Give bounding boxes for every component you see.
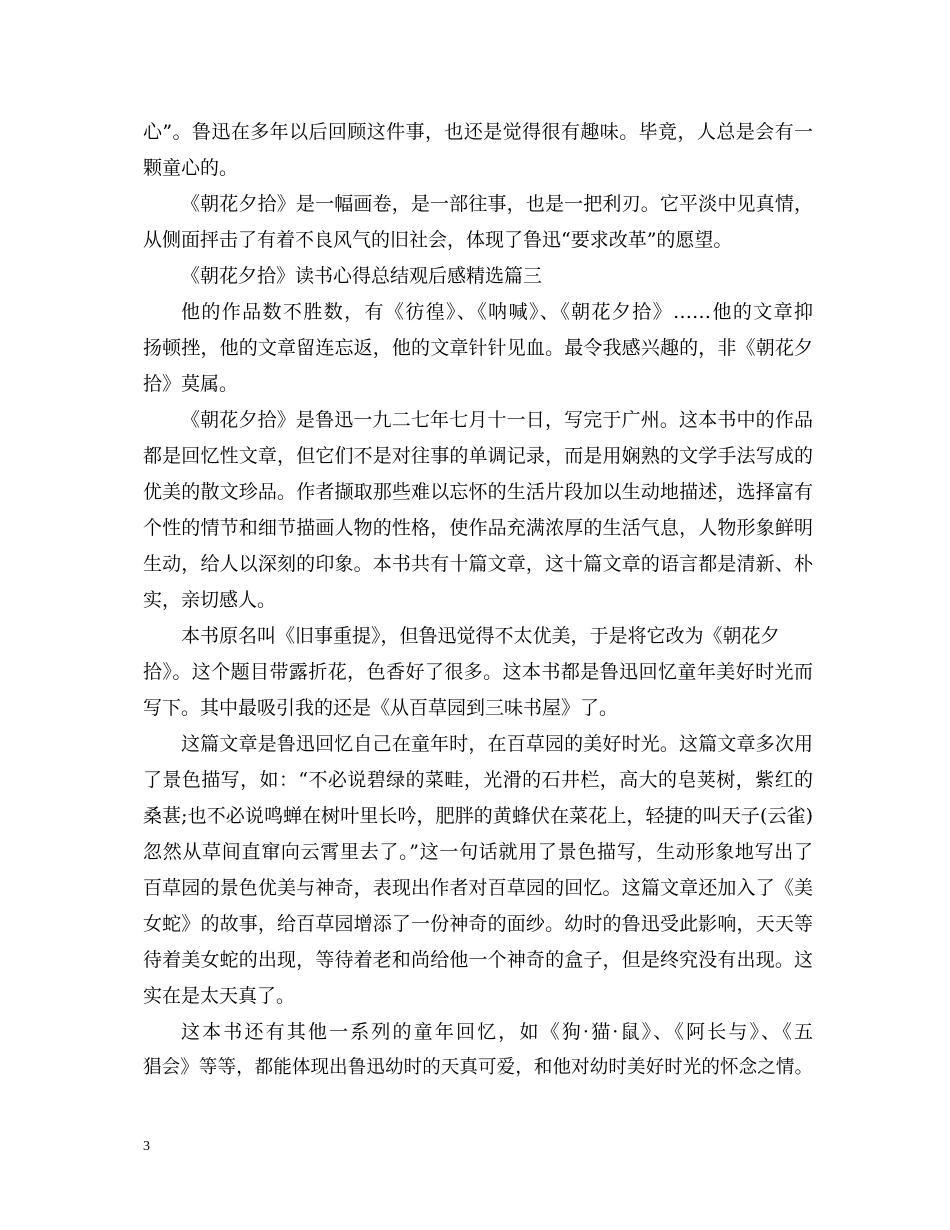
paragraph (143, 114, 813, 186)
text-line: 猖会》等等，都能体现出鲁迅幼时的天真可爱，和他对幼时美好时光的怀念之情。 (143, 1057, 813, 1078)
page-number: 3 (143, 1139, 150, 1154)
text-line: 待着美女蛇的出现，等待着老和尚给他一个神奇的盒子，但是终究没有出现。这 (143, 949, 813, 971)
text-line: 桑葚;也不必说鸣蝉在树叶里长吟，肥胖的黄蜂伏在菜花上，轻捷的叫天子(云雀) (143, 805, 813, 827)
text-line: 女蛇》的故事，给百草园增添了一份神奇的面纱。幼时的鲁迅受此影响，天天等 (143, 913, 813, 935)
text-line: 心”。鲁迅在多年以后回顾这件事，也还是觉得很有趣味。毕竟，人总是会有一 (143, 121, 813, 143)
text-line: 优美的散文珍品。作者撷取那些难以忘怀的生活片段加以生动地描述，选择富有 (143, 481, 813, 503)
text-line: 了景色描写，如：“不必说碧绿的菜畦，光滑的石井栏，高大的皂荚树，紫红的 (143, 769, 813, 791)
paragraph (143, 1014, 813, 1086)
text-line: 这本书还有其他一系列的童年回忆，如《狗·猫·鼠》、《阿长与》、《五 (181, 1021, 813, 1043)
text-line: 个性的情节和细节描画人物的性格，使作品充满浓厚的生活气息，人物形象鲜明 (143, 517, 813, 539)
text-line: 百草园的景色优美与神奇，表现出作者对百草园的回忆。这篇文章还加入了《美 (143, 877, 813, 899)
text-line: 实，亲切感人。 (143, 589, 277, 611)
text-line: 写下。其中最吸引我的还是《从百草园到三味书屋》了。 (143, 697, 619, 719)
paragraph (143, 618, 813, 726)
text-line: 《朝花夕拾》读书心得总结观后感精选篇三 (181, 265, 543, 287)
text-line: 《朝花夕拾》是一幅画卷，是一部往事，也是一把利刃。它平淡中见真情， (181, 193, 813, 215)
text-line: 《朝花夕拾》是鲁迅一九二七年七月十一日，写完于广州。这本书中的作品 (181, 409, 813, 431)
text-line: 扬顿挫，他的文章留连忘返，他的文章针针见血。最令我感兴趣的，非《朝花夕 (143, 337, 813, 359)
text-line: 拾》莫属。 (143, 373, 239, 395)
text-line: 这篇文章是鲁迅回忆自己在童年时，在百草园的美好时光。这篇文章多次用 (181, 733, 813, 755)
paragraph (143, 294, 813, 402)
text-line: 从侧面抨击了有着不良风气的旧社会，体现了鲁迅“要求改革”的愿望。 (143, 229, 733, 251)
text-line: 生动，给人以深刻的印象。本书共有十篇文章，这十篇文章的语言都是清新、朴 (143, 553, 813, 575)
text-line: 拾》。这个题目带露折花，色香好了很多。这本书都是鲁迅回忆童年美好时光而 (143, 661, 813, 683)
paragraph (143, 258, 813, 294)
paragraph (143, 402, 813, 618)
text-line: 实在是太天真了。 (143, 985, 296, 1007)
text-line: 本书原名叫《旧事重提》，但鲁迅觉得不太优美，于是将它改为《朝花夕 (181, 625, 780, 647)
text-line: 都是回忆性文章，但它们不是对往事的单调记录，而是用娴熟的文学手法写成的 (143, 445, 813, 467)
text-line: 颗童心的。 (143, 157, 239, 179)
text-line: 忽然从草间直窜向云霄里去了。”这一句话就用了景色描写，生动形象地写出了 (143, 841, 813, 863)
text-line: 他的作品数不胜数，有《彷徨》、《呐喊》、《朝花夕拾》……他的文章抑 (181, 301, 813, 323)
paragraph (143, 726, 813, 1014)
document-body (143, 114, 813, 1086)
paragraph (143, 186, 813, 258)
